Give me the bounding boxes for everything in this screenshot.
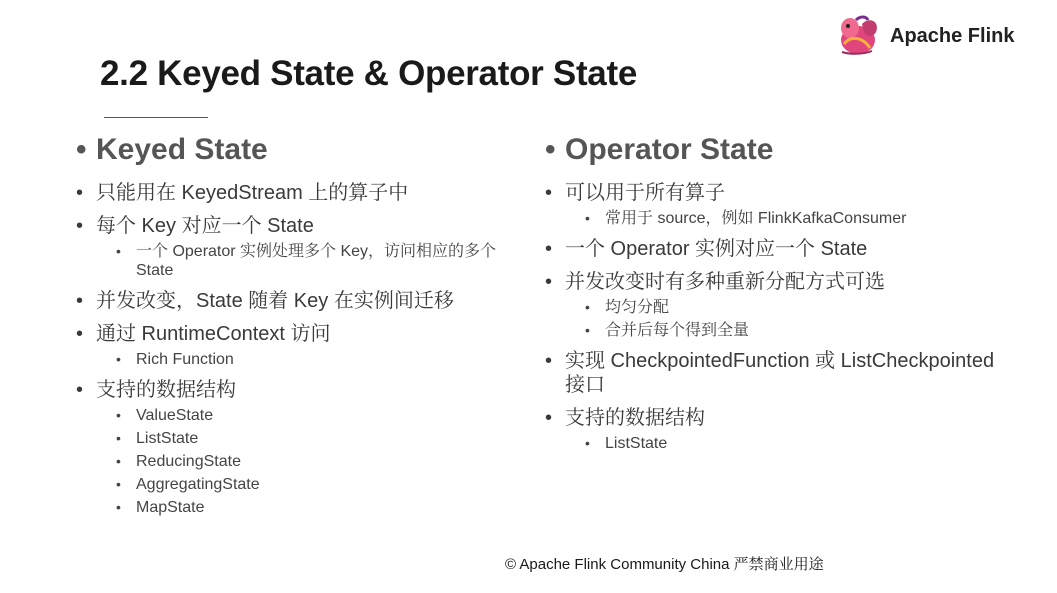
bullet-text: 一个 Operator 实例对应一个 State	[565, 238, 868, 260]
operator-state-list	[545, 181, 1015, 453]
sub-bullet-item	[545, 321, 1015, 340]
bullet-item	[545, 270, 1015, 294]
bullet-icon: •	[585, 299, 590, 315]
sub-bullet-item	[76, 242, 536, 280]
bullet-icon: •	[116, 430, 121, 446]
keyed-state-column	[76, 128, 536, 517]
bullet-icon: •	[116, 453, 121, 469]
sub-bullet-text: ReducingState	[136, 453, 241, 470]
sub-bullet-item	[76, 498, 536, 517]
bullet-icon: •	[585, 435, 590, 451]
sub-bullet-item	[76, 350, 536, 369]
bullet-text: 只能用在 KeyedStream 上的算子中	[96, 182, 409, 204]
apache-flink-logo	[836, 14, 1014, 58]
bullet-item	[545, 406, 1015, 430]
bullet-item	[76, 181, 536, 205]
sub-bullet-item	[76, 429, 536, 448]
bullet-icon: •	[585, 210, 590, 226]
sub-bullet-text: MapState	[136, 499, 205, 516]
slide-title: 2.2 Keyed State & Operator State	[100, 54, 637, 93]
bullet-item	[545, 349, 1015, 397]
bullet-icon: •	[116, 243, 121, 259]
bullet-item	[76, 214, 536, 238]
bullet-icon: •	[116, 351, 121, 367]
bullet-item	[76, 378, 536, 402]
copyright-footer: © Apache Flink Community China 严禁商业用途	[505, 556, 824, 573]
operator-state-column	[545, 128, 1015, 453]
bullet-item	[545, 237, 1015, 261]
bullet-icon: •	[76, 379, 84, 401]
sub-bullet-item	[76, 452, 536, 471]
bullet-icon: •	[545, 271, 553, 293]
bullet-icon: •	[76, 215, 84, 237]
bullet-text: 可以用于所有算子	[565, 182, 725, 204]
bullet-icon: •	[545, 182, 553, 204]
bullet-text: 并发改变时有多种重新分配方式可选	[565, 271, 885, 293]
keyed-state-heading: • Keyed State	[76, 128, 536, 172]
bullet-text: 通过 RuntimeContext 访问	[96, 323, 331, 345]
bullet-icon: •	[545, 238, 553, 260]
bullet-icon: •	[116, 476, 121, 492]
sub-bullet-text: 一个 Operator 实例处理多个 Key，访问相应的多个 State	[136, 243, 497, 279]
title-underline	[104, 117, 208, 118]
bullet-icon: •	[545, 407, 553, 429]
sub-bullet-item	[545, 434, 1015, 453]
bullet-text: 每个 Key 对应一个 State	[96, 215, 314, 237]
bullet-item	[76, 289, 536, 313]
bullet-icon: •	[116, 407, 121, 423]
flink-squirrel-icon	[836, 14, 882, 58]
keyed-state-list	[76, 181, 536, 517]
sub-bullet-item	[545, 298, 1015, 317]
sub-bullet-text: 合并后每个得到全量	[605, 322, 750, 339]
sub-bullet-text: AggregatingState	[136, 476, 260, 493]
sub-bullet-item	[76, 406, 536, 425]
sub-bullet-item	[545, 209, 1015, 228]
sub-bullet-text: 常用于 source，例如 FlinkKafkaConsumer	[605, 210, 907, 227]
bullet-icon: •	[76, 133, 87, 166]
bullet-icon: •	[76, 290, 84, 312]
operator-state-heading: • Operator State	[545, 128, 1015, 172]
bullet-icon: •	[585, 322, 590, 338]
bullet-icon: •	[76, 182, 84, 204]
bullet-text: 实现 CheckpointedFunction 或 ListCheckpointed 接口	[565, 350, 995, 396]
bullet-icon: •	[76, 323, 84, 345]
bullet-item	[545, 181, 1015, 205]
sub-bullet-text: ValueState	[136, 407, 214, 424]
sub-bullet-text: Rich Function	[136, 351, 234, 368]
sub-bullet-text: ListState	[605, 435, 668, 452]
bullet-text: 并发改变，State 随着 Key 在实例间迁移	[96, 290, 454, 312]
bullet-item	[76, 322, 536, 346]
bullet-icon: •	[545, 350, 553, 372]
bullet-icon: •	[545, 133, 556, 166]
bullet-icon: •	[116, 499, 121, 515]
sub-bullet-text: ListState	[136, 430, 199, 447]
bullet-text: 支持的数据结构	[565, 407, 705, 429]
logo-text: Apache Flink	[890, 24, 1015, 47]
bullet-text: 支持的数据结构	[96, 379, 236, 401]
sub-bullet-text: 均匀分配	[605, 299, 670, 316]
sub-bullet-item	[76, 475, 536, 494]
